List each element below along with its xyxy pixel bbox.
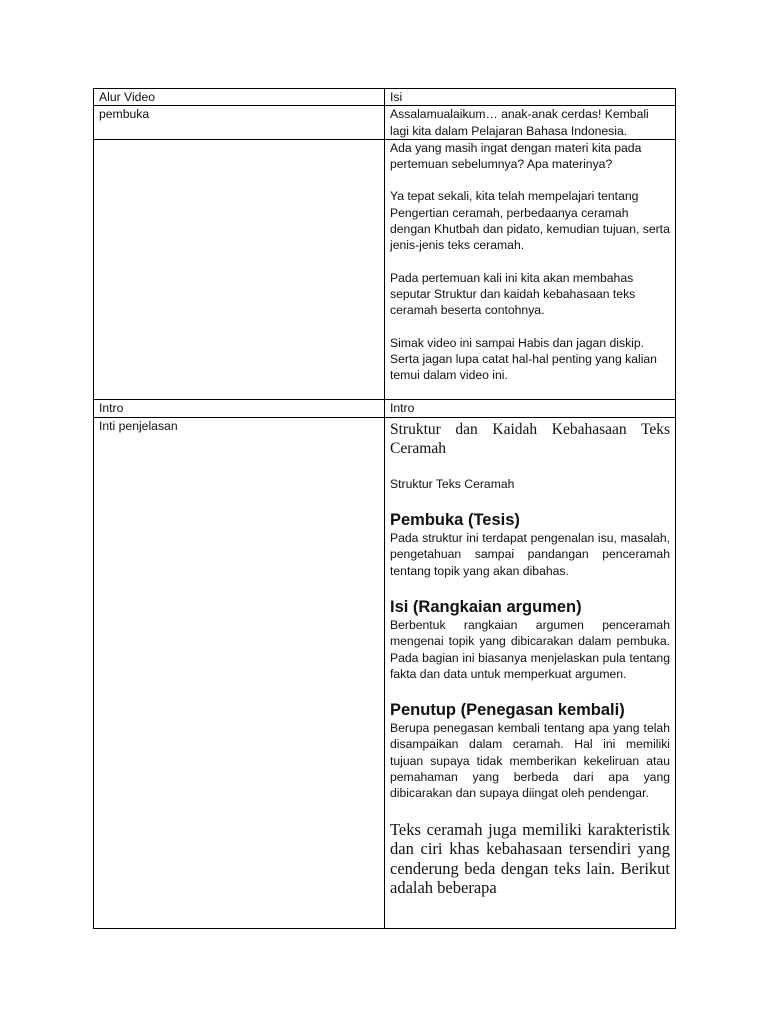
- section-heading-isi: Isi (Rangkaian argumen): [390, 597, 582, 616]
- table-row: [94, 400, 676, 417]
- header-isi: Isi: [385, 89, 676, 106]
- section-heading-penutup: Penutup (Penegasan kembali): [390, 701, 625, 720]
- section-heading-pembuka: Pembuka (Tesis): [390, 511, 520, 530]
- header-alur-video: Alur Video: [94, 89, 385, 106]
- table-header-row: [94, 89, 676, 106]
- paragraph: Ya tepat sekali, kita telah mempelajari tentang Pengertian ceramah, perbedaanya ceramah dengan Khutbah dan pidato, kemudian tujuan, serta jenis-jenis teks ceramah.: [390, 189, 670, 253]
- paragraph: Pada pertemuan kali ini kita akan membahas seputar Struktur dan kaidah kebahasaan teks ceramah beserta contohnya.: [390, 270, 636, 318]
- row-label-empty: [94, 139, 385, 400]
- section-body-penutup: Berupa penegasan kembali tentang apa yang telah disampaikan dalam ceramah. Hal ini memiliki tujuan supaya tidak memberikan kekeliruan atau pemahaman yang berbeda dari apa yang dibicarakan dan supaya diingat oleh pendengar.: [390, 721, 670, 801]
- row-label-inti: Inti penjelasan: [94, 417, 385, 928]
- paragraph: Ada yang masih ingat dengan materi kita pada pertemuan sebelumnya? Apa materinya?: [390, 140, 642, 172]
- section-body-pembuka: Pada struktur ini terdapat pengenalan isu, masalah, pengetahuan sampai pandangan penceramah tentang topik yang akan dibahas.: [390, 531, 670, 578]
- row-label-intro: Intro: [94, 400, 385, 417]
- inti-title: Struktur dan Kaidah Kebahasaan Teks Ceramah: [390, 420, 670, 457]
- table-row: [94, 139, 676, 400]
- video-script-table: [93, 88, 676, 929]
- row-text-pembuka-continued: [385, 139, 676, 400]
- row-text-intro: Intro: [385, 400, 676, 417]
- paragraph: Simak video ini sampai Habis dan jagan diskip. Serta jagan lupa catat hal-hal penting yang kalian temui dalam video ini.: [390, 335, 657, 383]
- row-content-inti: [385, 417, 676, 928]
- section-body-isi: Berbentuk rangkaian argumen penceramah mengenai topik yang dibicarakan dalam pembuka. Pada bagian ini biasanya menjelaskan pula tentang fakta dan data untuk memperkuat argumen.: [390, 617, 670, 681]
- table-row: [94, 417, 676, 928]
- inti-subtitle: Struktur Teks Ceramah: [390, 476, 515, 491]
- table-row: [94, 106, 676, 140]
- row-label-pembuka: pembuka: [94, 106, 385, 140]
- row-text-pembuka: Assalamualaikum… anak-anak cerdas! Kembali lagi kita dalam Pelajaran Bahasa Indonesia.: [385, 106, 676, 140]
- closing-paragraph: Teks ceramah juga memiliki karakteristik dan ciri khas kebahasaan tersendiri yang cenderung beda dengan teks lain. Berikut adalah beberapa: [390, 819, 670, 898]
